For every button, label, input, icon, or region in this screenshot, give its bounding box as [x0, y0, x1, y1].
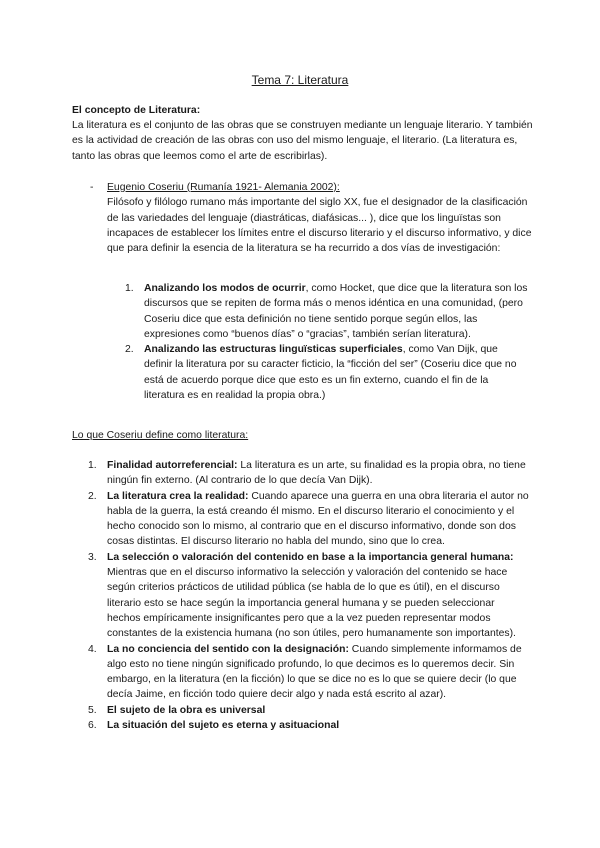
- coseriu-name: Eugenio Coseriu (Rumanía 1921- Alemania 2002):: [107, 182, 340, 193]
- list-number: 3.: [88, 551, 97, 563]
- list-number: 2.: [88, 490, 97, 502]
- coseriu-bullet: -: [90, 182, 94, 193]
- list-item-text: , como Van Dijk, que definir la literatura por su caracter ficticio, la “ficción del ser” (Coseriu dice que no está de acuerdo porque dice que esto es un fin externo, cuando el fin de la literatura es en realidad la propia obra.): [144, 344, 517, 402]
- list-item-text: Cuando aparece una guerra en una obra literaria el autor no habla de la guerra, la está creando él mismo. En el discurso literario el conocimiento y el hecho conocido son lo mismo, al contrario que en el discurso informativo, donde son dos cosas distintas. El discurso literario no habla del mundo, sino que lo crea.: [107, 490, 529, 548]
- list-item-text: Mientras que en el discurso informativo la selección y valoración del contenido se hace según criterios prácticos de utilidad pública (se habla de lo que es útil), en el discurso literario esto se hace según la importancia general humana y se pueden seleccionar hechos empíricamente insignificantes pero que a la vez pueden representar modos constantes de la existencia humana (no son útiles, pero humanamente son importantes).: [107, 567, 516, 640]
- list-item-title: El sujeto de la obra es universal: [107, 704, 266, 716]
- list-item-title: La no conciencia del sentido con la designación:: [107, 643, 349, 655]
- document-title: Tema 7: Literatura: [251, 73, 349, 87]
- concept-heading: El concepto de Literatura:: [72, 105, 201, 116]
- concept-paragraph: La literatura es el conjunto de las obras que se construyen mediante un lenguaje literario. Y también es la actividad de creación de las obras con uso del mismo lenguaje, el literario. (La literatura es, tanto las obras que leemos como el arte de escribirlas).: [72, 120, 533, 162]
- list-item-title: La selección o valoración del contenido en base a la importancia general humana:: [107, 551, 514, 563]
- coseriu-section: [107, 180, 532, 256]
- list-number: 5.: [88, 704, 97, 716]
- list-item-title: Analizando las estructuras linguïsticas superficiales: [144, 344, 403, 356]
- list-item-title: La situación del sujeto es eterna y asituacional: [107, 720, 340, 732]
- list-number: 1.: [125, 283, 134, 294]
- definition-heading: Lo que Coseriu define como literatura:: [72, 430, 249, 441]
- list-number: 2.: [125, 344, 134, 356]
- list-item-text: Cuando simplemente informamos de algo esto no tiene ningún significado profundo, lo que decimos es lo queremos decir. Sin embargo, en la literatura (en la ficción) lo que se dice no es lo que se quiere decir (lo que decía Jaime, en ficción todo quiere decir algo y nada está escrito al azar).: [107, 643, 522, 701]
- list-item-text: La literatura es un arte, su finalidad es la propia obra, no tiene ningún fin externo. (Al contrario de lo que decía Van Dijk).: [107, 460, 526, 487]
- list-item: [125, 281, 528, 342]
- list-item: [88, 642, 530, 703]
- list-number: 1.: [88, 460, 97, 471]
- list-item: [88, 718, 530, 733]
- list-item-title: La literatura crea la realidad:: [107, 490, 249, 502]
- list-item-title: Analizando los modos de ocurrir: [144, 283, 306, 294]
- list-item-text: , como Hocket, que dice que la literatura son los discursos que se repiten de forma más o menos idéntica en una comunidad, (pero Coseriu dice que esta definición no tiene sentido porque según ellos, las expresiones como “buenos días” o “gracias”, también serían literatura).: [144, 283, 528, 340]
- list-item: [88, 458, 530, 489]
- list-number: 6.: [88, 720, 97, 732]
- list-item: [88, 550, 530, 642]
- list-item: [88, 703, 530, 718]
- list-number: 4.: [88, 643, 97, 655]
- investigation-approaches-list: [125, 281, 528, 403]
- list-item: [88, 489, 530, 550]
- list-item: [125, 342, 528, 403]
- literature-features-list: [88, 458, 530, 733]
- list-item-title: Finalidad autorreferencial:: [107, 460, 238, 471]
- coseriu-paragraph: Filósofo y filólogo rumano más importante del siglo XX, fue el designador de la clasificación de las variedades del lenguaje (diastráticas, diafásicas... ), dice que los linguïstas son incapaces de establecer los límites entre el discurso literario y el discurso informativo, y dice que para definir la esencia de la literatura se ha recurrido a dos vías de investigación:: [107, 197, 532, 255]
